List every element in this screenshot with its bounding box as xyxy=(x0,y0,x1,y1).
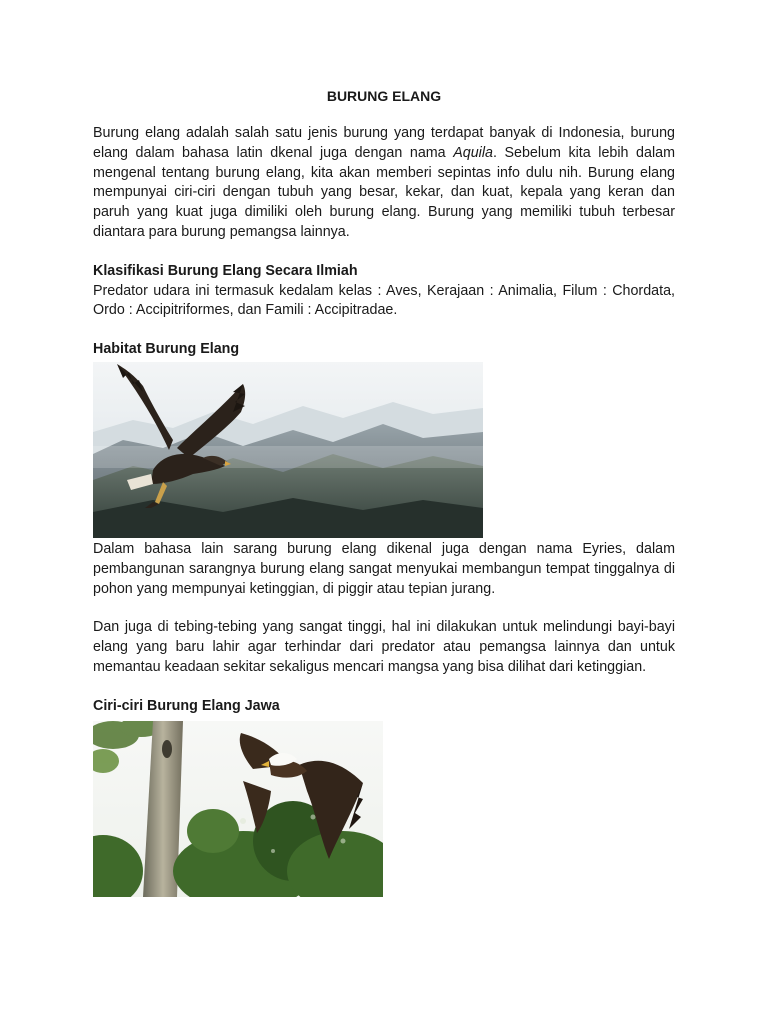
intro-text-part2: . Sebelum kita lebih dalam mengenal tentang burung elang, kita akan memberi sepintas info dulu nih. Burung elang mempunyai ciri-ciri dengan tubuh yang besar, kekar, dan kuat, kepala yang keran dan paruh yang kuat juga dimiliki oleh burung elang. Burung yang memiliki tubuh terbesar diantara para burung pemangsa lainnya. xyxy=(93,144,675,240)
intro-paragraph xyxy=(93,124,675,243)
habitat-paragraph-1: Dalam bahasa lain sarang burung elang dikenal juga dengan nama Eyries, dalam pembangunan sarangnya burung elang sangat menyukai membangun tempat tinggalnya di pohon yang mempunyai ketinggian, di piggir atau tepian jurang. xyxy=(93,540,675,597)
klasifikasi-heading: Klasifikasi Burung Elang Secara Ilmiah xyxy=(93,262,358,279)
eagle-forest-photo xyxy=(93,721,383,897)
intro-text-part1: Burung elang adalah salah satu jenis burung yang terdapat banyak di Indonesia, burung elang dalam bahasa latin dkenal juga dengan nama xyxy=(93,125,675,161)
habitat-paragraph-2: Dan juga di tebing-tebing yang sangat tinggi, hal ini dilakukan untuk melindungi bayi-bayi elang yang baru lahir agar terhindar dari predator atau pemangsa lainnya dan untuk memantau keadaan sekitar sekaligus mencari mangsa yang bisa dilihat dari ketinggian. xyxy=(93,619,675,675)
habitat-heading: Habitat Burung Elang xyxy=(93,341,240,358)
latin-name: Aquila xyxy=(453,144,493,161)
document-title: BURUNG ELANG xyxy=(326,88,442,104)
klasifikasi-paragraph: Predator udara ini termasuk kedalam kelas : Aves, Kerajaan : Animalia, Filum : Chordata, Ordo : Accipitriformes, dan Famili : Accipitradae. xyxy=(93,282,675,319)
ciri-heading: Ciri-ciri Burung Elang Jawa xyxy=(93,697,280,714)
eagle-mountain-photo xyxy=(93,362,483,538)
document-page xyxy=(93,86,675,897)
